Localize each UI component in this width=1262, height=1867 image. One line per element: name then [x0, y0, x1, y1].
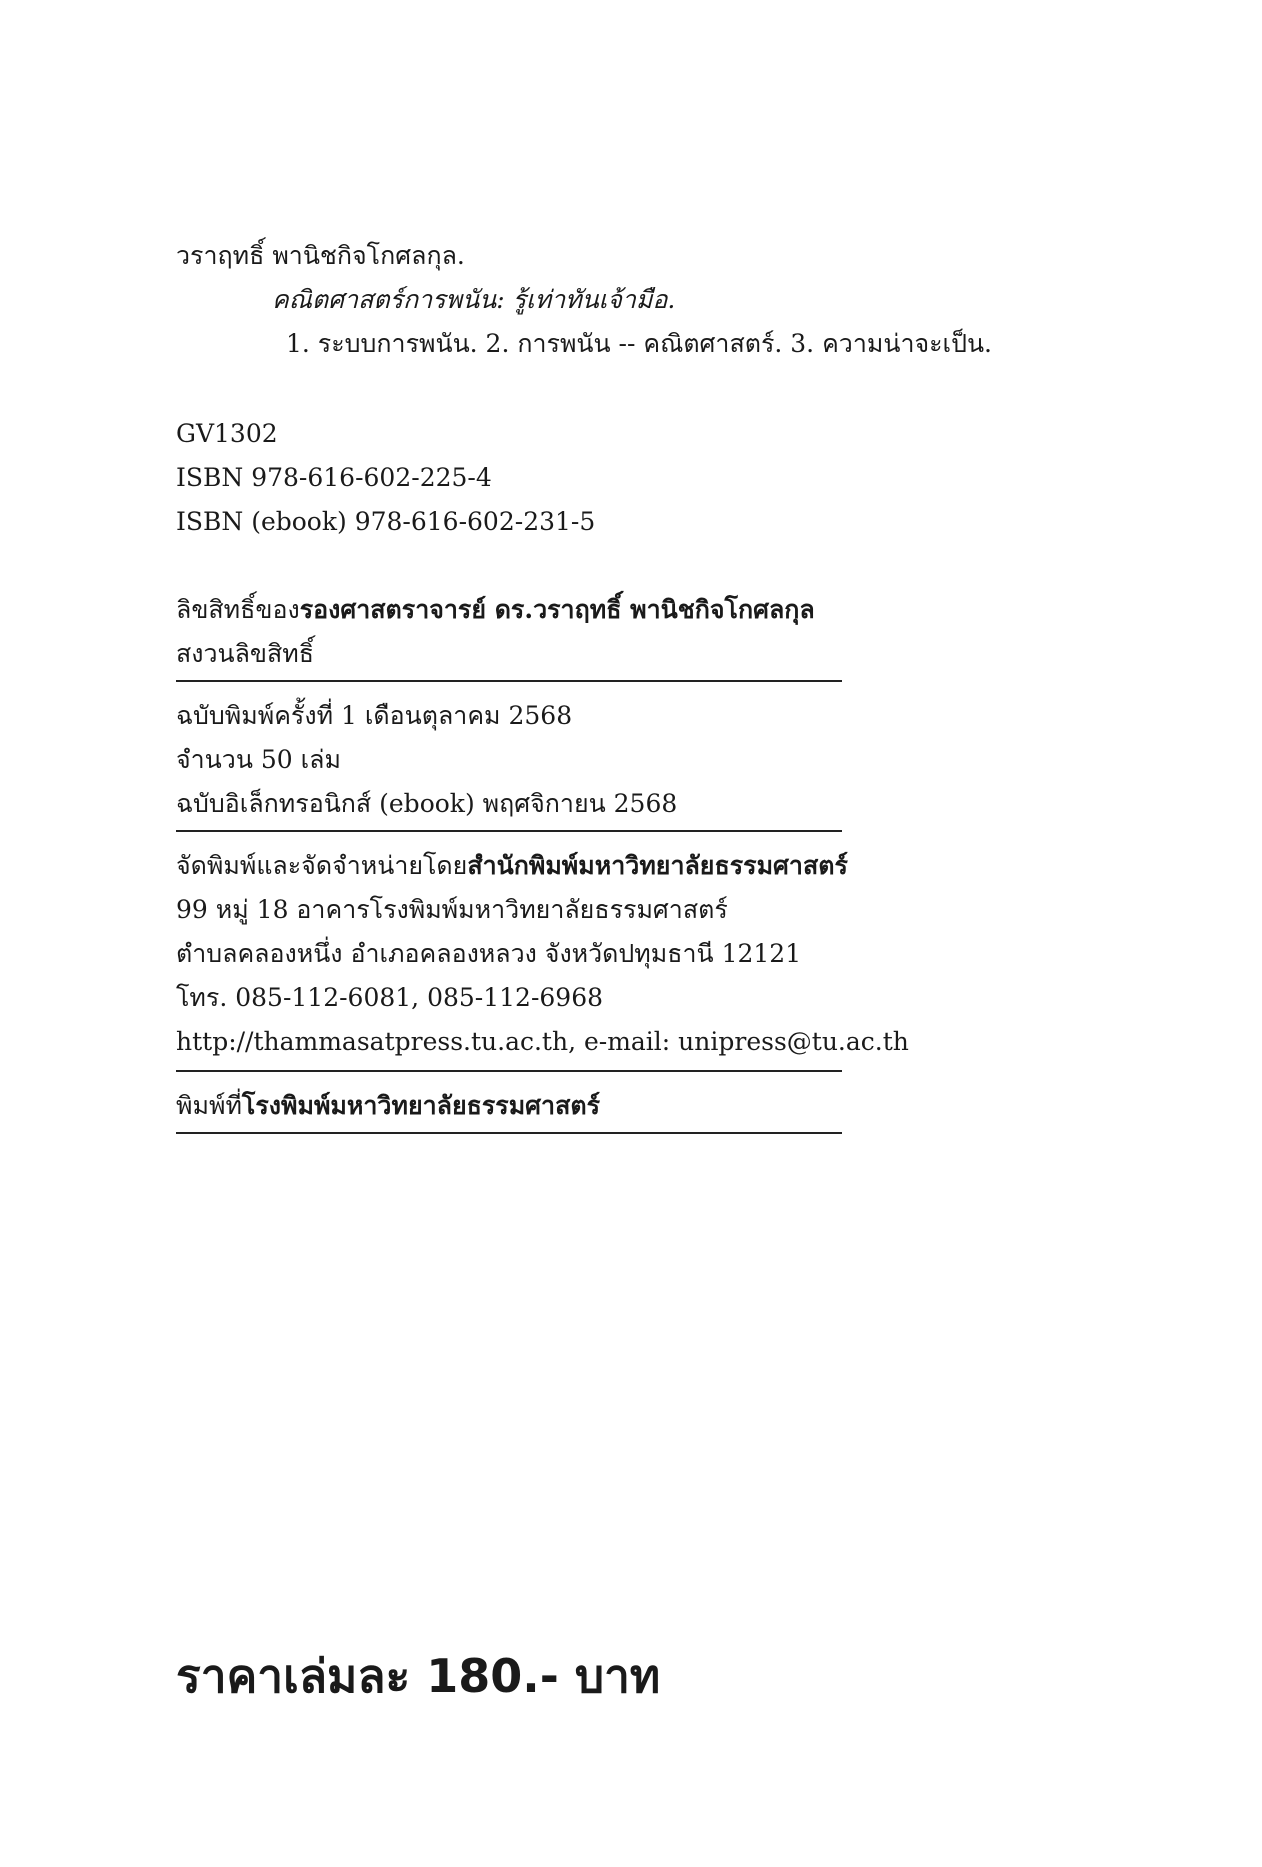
publisher-address-2: ตำบลคลองหนึ่ง อำเภอคลองหลวง จังหวัดปทุมธานี 12121 — [176, 939, 802, 968]
divider — [176, 1132, 842, 1134]
divider — [176, 830, 842, 832]
printer-prefix: พิมพ์ที่ — [176, 1091, 242, 1120]
printer-line — [176, 1090, 600, 1122]
edition-ebook: ฉบับอิเล็กทรอนิกส์ (ebook) พฤศจิกายน 2568 — [176, 789, 678, 818]
publisher-web: http://thammasatpress.tu.ac.th, e-mail: unipress@tu.ac.th — [176, 1027, 909, 1056]
publisher-prefix: จัดพิมพ์และจัดจำหน่ายโดย — [176, 851, 468, 880]
copyright-prefix: ลิขสิทธิ์ของ — [176, 595, 300, 624]
edition-first-print: ฉบับพิมพ์ครั้งที่ 1 เดือนตุลาคม 2568 — [176, 701, 573, 730]
catalog-author: วราฤทธิ์ พานิชกิจโกศลกุล. — [176, 241, 465, 270]
isbn-ebook: ISBN (ebook) 978-616-602-231-5 — [176, 507, 596, 536]
divider — [176, 1070, 842, 1072]
publisher-phone: โทร. 085-112-6081, 085-112-6968 — [176, 983, 604, 1012]
catalog-title: คณิตศาสตร์การพนัน: รู้เท่าทันเจ้ามือ. — [272, 285, 676, 314]
publisher-address-1: 99 หมู่ 18 อาคารโรงพิมพ์มหาวิทยาลัยธรรมศาสตร์ — [176, 895, 728, 924]
publisher-name: สำนักพิมพ์มหาวิทยาลัยธรรมศาสตร์ — [467, 851, 848, 880]
rights-reserved: สงวนลิขสิทธิ์ — [176, 639, 315, 668]
classification-number: GV1302 — [176, 419, 278, 448]
divider — [176, 680, 842, 682]
copyright-holder-line — [176, 594, 815, 626]
copyright-holder: รองศาสตราจารย์ ดร.วราฤทธิ์ พานิชกิจโกศลกุล — [299, 595, 815, 624]
printer-name: โรงพิมพ์มหาวิทยาลัยธรรมศาสตร์ — [241, 1091, 601, 1120]
edition-copies: จำนวน 50 เล่ม — [176, 745, 341, 774]
publisher-line — [176, 850, 848, 882]
isbn-print: ISBN 978-616-602-225-4 — [176, 463, 492, 492]
catalog-subjects: 1. ระบบการพนัน. 2. การพนัน -- คณิตศาสตร์. 3. ความน่าจะเป็น. — [286, 329, 993, 358]
book-price: ราคาเล่มละ 180.- บาท — [176, 1649, 661, 1703]
